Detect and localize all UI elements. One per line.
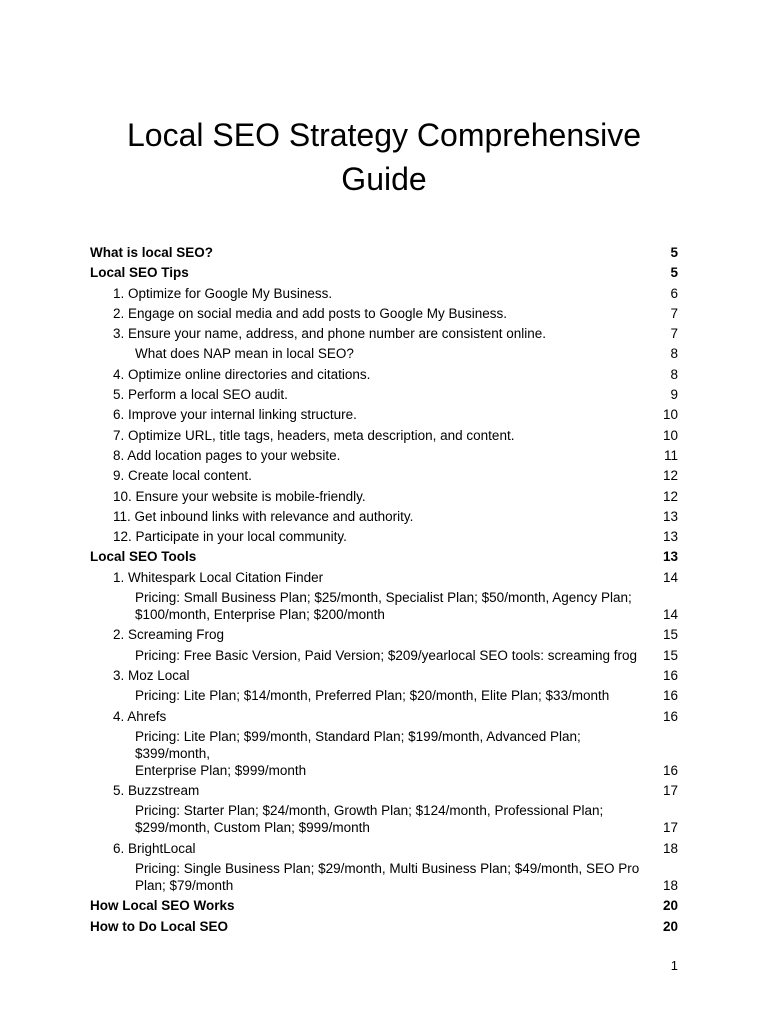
toc-entry-title: 9. Create local content. [113, 468, 252, 484]
toc-entry-title: Local SEO Tips [90, 265, 189, 281]
toc-entry[interactable] [90, 406, 678, 423]
toc-entry-title: 8. Add location pages to your website. [113, 447, 341, 463]
toc-entry-title: How to Do Local SEO [90, 918, 229, 934]
toc-entry[interactable] [90, 305, 678, 322]
toc-entry[interactable] [90, 244, 678, 261]
toc-entry-page: 9 [670, 387, 678, 403]
toc-entry-page: 10 [662, 427, 678, 443]
toc-entry-page: 15 [662, 627, 678, 643]
toc-entry-page: 20 [662, 898, 678, 914]
toc-entry-title: 4. Optimize online directories and citations. [113, 366, 371, 382]
toc-entry-title: 3. Moz Local [113, 667, 190, 683]
toc-entry[interactable] [90, 589, 678, 623]
table-of-contents [90, 244, 678, 938]
toc-entry[interactable] [90, 667, 678, 684]
document-title-line-1: Local SEO Strategy Comprehensive [126, 117, 642, 154]
toc-entry[interactable] [90, 386, 678, 403]
toc-entry[interactable] [90, 285, 678, 302]
toc-entry-title: 11. Get inbound links with relevance and authority. [113, 508, 414, 524]
toc-entry-page: 7 [670, 305, 678, 321]
toc-entry-title: 2. Engage on social media and add posts to Google My Business. [113, 305, 507, 321]
toc-entry-page: 15 [662, 647, 678, 663]
toc-entry-page: 7 [670, 326, 678, 342]
toc-entry[interactable] [90, 366, 678, 383]
toc-entry-title: Pricing: Small Business Plan; $25/month, Specialist Plan; $50/month, Agency Plan; $100/month, Enterprise Plan; $200/month [135, 590, 632, 623]
toc-entry-title: 7. Optimize URL, title tags, headers, meta description, and content. [113, 427, 515, 443]
toc-entry-page: 16 [662, 762, 678, 778]
toc-entry-title: Pricing: Single Business Plan; $29/month, Multi Business Plan; $49/month, SEO Pro Plan; $79/month [135, 861, 640, 894]
toc-entry-title: Local SEO Tools [90, 549, 197, 565]
toc-entry[interactable] [90, 488, 678, 505]
toc-entry-title: 5. Buzzstream [113, 783, 200, 799]
toc-entry-page: 5 [670, 245, 678, 260]
toc-entry[interactable] [90, 708, 678, 725]
toc-entry[interactable] [90, 897, 678, 914]
toc-entry[interactable] [90, 918, 678, 935]
toc-entry-page: 16 [662, 667, 678, 683]
toc-entry-page: 13 [662, 549, 678, 565]
toc-entry-title: 12. Participate in your local community. [113, 529, 347, 545]
toc-entry[interactable] [90, 728, 678, 779]
toc-entry-title: Pricing: Lite Plan; $14/month, Preferred Plan; $20/month, Elite Plan; $33/month [135, 688, 610, 704]
toc-entry-title: 3. Ensure your name, address, and phone number are consistent online. [113, 326, 547, 342]
toc-entry-page: 16 [662, 708, 678, 724]
toc-entry-title: What is local SEO? [90, 245, 214, 260]
toc-entry-page: 18 [662, 840, 678, 856]
toc-entry[interactable] [90, 528, 678, 545]
toc-entry-page: 13 [662, 508, 678, 524]
toc-entry-page: 17 [662, 820, 678, 836]
document-title [0, 113, 768, 201]
toc-entry-title: How Local SEO Works [90, 898, 235, 914]
toc-entry-title: 2. Screaming Frog [113, 627, 225, 643]
toc-entry[interactable] [90, 687, 678, 704]
toc-entry-title: Pricing: Free Basic Version, Paid Version; $209/yearlocal SEO tools: screaming frog [135, 647, 637, 663]
toc-entry-title: What does NAP mean in local SEO? [135, 346, 354, 362]
toc-entry-page: 8 [670, 366, 678, 382]
toc-entry[interactable] [90, 626, 678, 643]
toc-entry-title: 6. Improve your internal linking structure. [113, 407, 357, 423]
toc-entry[interactable] [90, 569, 678, 586]
toc-entry-page: 17 [662, 783, 678, 799]
toc-entry-title: 4. Ahrefs [113, 708, 167, 724]
document-title-line-2: Guide [341, 161, 427, 198]
toc-entry-page: 20 [662, 918, 678, 934]
toc-entry[interactable] [90, 860, 678, 894]
toc-entry-page: 13 [662, 529, 678, 545]
toc-entry[interactable] [90, 508, 678, 525]
toc-entry[interactable] [90, 427, 678, 444]
toc-entry[interactable] [90, 647, 678, 664]
toc-entry-page: 6 [670, 285, 678, 301]
toc-entry-page: 12 [662, 488, 678, 504]
toc-entry-title: 5. Perform a local SEO audit. [113, 387, 288, 403]
toc-entry[interactable] [90, 467, 678, 484]
toc-entry[interactable] [90, 802, 678, 836]
toc-entry-page: 8 [670, 346, 678, 362]
toc-entry[interactable] [90, 264, 678, 281]
toc-entry-page: 14 [662, 607, 678, 623]
toc-entry-title: Pricing: Starter Plan; $24/month, Growth Plan; $124/month, Professional Plan; $299/month, Custom Plan; $999/month [135, 803, 604, 836]
toc-entry-title: 6. BrightLocal [113, 840, 196, 856]
toc-entry-page: 16 [662, 688, 678, 704]
toc-entry[interactable] [90, 325, 678, 342]
toc-entry[interactable] [90, 782, 678, 799]
toc-entry-page: 5 [670, 265, 678, 281]
toc-entry-title: Pricing: Lite Plan; $99/month, Standard Plan; $199/month, Advanced Plan; $399/month, Enterprise Plan; $999/month [135, 728, 581, 778]
page-number: 1 [670, 958, 678, 973]
toc-entry-page: 12 [662, 468, 678, 484]
toc-entry-title: 1. Optimize for Google My Business. [113, 285, 333, 301]
toc-entry-page: 10 [662, 407, 678, 423]
toc-entry-title: 10. Ensure your website is mobile-friendly. [113, 488, 366, 504]
toc-entry[interactable] [90, 548, 678, 565]
toc-entry[interactable] [90, 345, 678, 362]
toc-entry[interactable] [90, 840, 678, 857]
toc-entry-page: 14 [662, 569, 678, 585]
toc-entry[interactable] [90, 447, 678, 464]
toc-entry-title: 1. Whitespark Local Citation Finder [113, 569, 324, 585]
toc-entry-page: 18 [662, 878, 678, 894]
toc-entry-page: 11 [663, 447, 678, 463]
